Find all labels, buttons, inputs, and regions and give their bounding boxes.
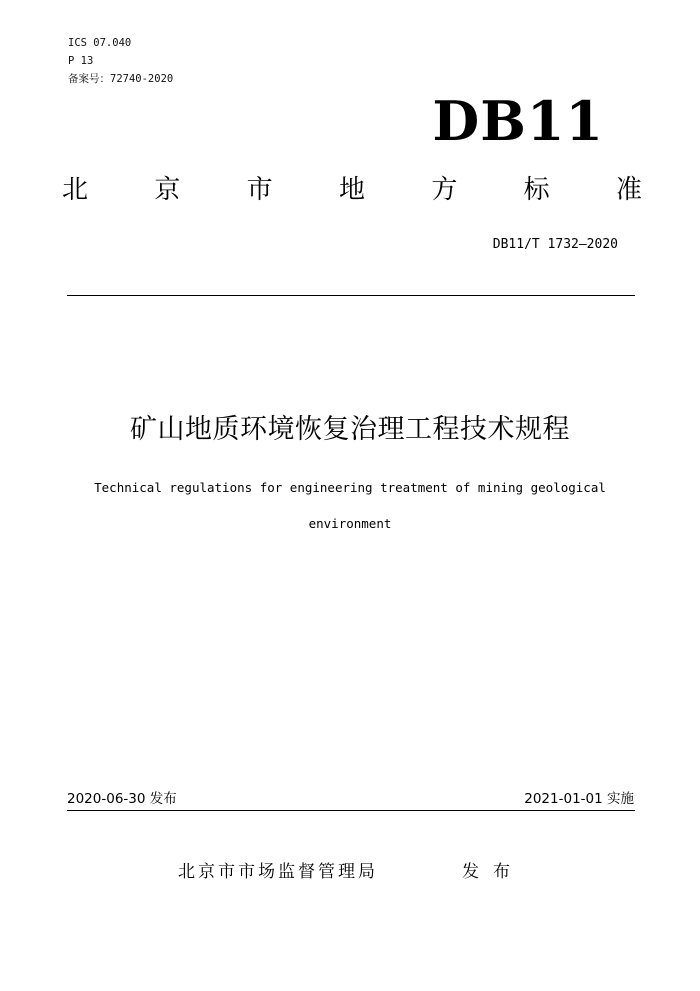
top-divider bbox=[67, 295, 635, 296]
db11-logo: DB11 bbox=[432, 89, 604, 153]
standard-type-char: 地 bbox=[338, 175, 365, 205]
publish-label: 发布 bbox=[462, 862, 524, 882]
standard-type-char: 方 bbox=[431, 175, 458, 205]
document-title-cn: 矿山地质环境恢复治理工程技术规程 bbox=[130, 414, 570, 445]
standard-type-heading bbox=[62, 172, 642, 208]
implementation-date: 2021-01-01 实施 bbox=[524, 791, 634, 807]
filing-number: 备案号：72740-2020 bbox=[68, 73, 174, 85]
document-title-en-line1: Technical regulations for engineering treatment of mining geological bbox=[94, 480, 606, 495]
ics-code: ICS 07.040 bbox=[68, 37, 132, 49]
document-title-en-line2: environment bbox=[308, 516, 392, 531]
standard-type-char: 准 bbox=[615, 175, 642, 205]
standard-type-char: 市 bbox=[246, 175, 273, 205]
standard-type-char: 标 bbox=[523, 175, 550, 205]
standard-number: DB11/T 1732—2020 bbox=[492, 237, 618, 252]
standard-type-char: 北 bbox=[62, 175, 89, 205]
publisher-name: 北京市市场监督管理局 bbox=[178, 862, 378, 882]
standard-type-char: 京 bbox=[154, 175, 181, 205]
issue-date: 2020-06-30 发布 bbox=[67, 791, 177, 807]
bottom-divider bbox=[67, 810, 635, 811]
ccs-code: P 13 bbox=[68, 55, 94, 67]
